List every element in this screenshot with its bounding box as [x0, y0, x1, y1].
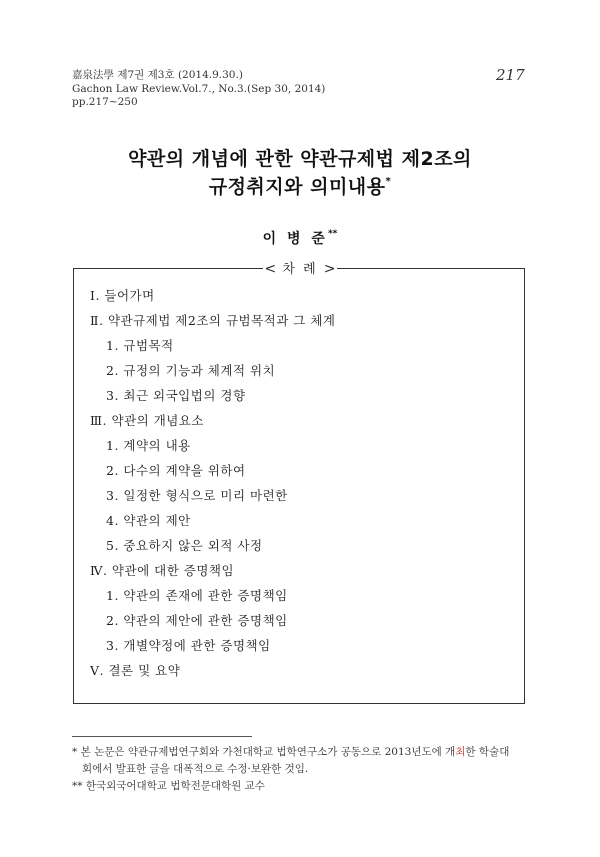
- toc-list: [90, 286, 336, 686]
- footnote-1-continuation: 회에서 발표한 글을 대폭적으로 수정·보완한 것임.: [82, 763, 309, 775]
- author: [0, 228, 600, 248]
- toc-subsection-item: 3. 개별약정에 관한 증명책임: [106, 638, 271, 653]
- toc-subsection-item: 4. 약관의 제안: [106, 513, 191, 528]
- journal-title-korean: 嘉泉法學 제7권 제3호 (2014.9.30.): [72, 69, 243, 81]
- footnote-1-text-end: 한 학술대: [465, 746, 510, 758]
- page-number: 217: [496, 66, 525, 84]
- toc-subsection-item: 2. 규정의 기능과 체계적 위치: [106, 363, 276, 378]
- title-footnote-marker: *: [385, 175, 392, 187]
- footnotes: [72, 744, 542, 795]
- toc-section-item: Ⅳ. 약관에 대한 증명책임: [90, 563, 235, 578]
- footnote-1-marker: *: [72, 746, 78, 758]
- journal-header: [72, 69, 325, 110]
- toc-section-item: Ⅱ. 약관규제법 제2조의 규범목적과 그 체계: [90, 313, 336, 328]
- footnote-1-text: 본 논문은 약관규제법연구회와 가천대학교 법학연구소가 공동으로 2013년도에 개: [80, 746, 456, 758]
- paper-title-line-2: [0, 172, 600, 199]
- toc-subsection-item: 5. 중요하지 않은 외적 사정: [106, 538, 263, 553]
- page-range: pp.217~250: [72, 96, 138, 108]
- toc-subsection-item: 2. 다수의 계약을 위하여: [106, 463, 246, 478]
- toc-left-bracket-icon: <: [264, 261, 277, 277]
- toc-subsection-item: 3. 일정한 형식으로 미리 마련한: [106, 488, 288, 503]
- footnote-1-highlight: 최: [455, 746, 466, 758]
- paper-title-line-1: 약관의 개념에 관한 약관규제법 제2조의: [128, 148, 472, 170]
- paper-title-line-2-text: 규정취지와 의미내용: [208, 176, 386, 198]
- toc-section-item: Ⅰ. 들어가며: [90, 288, 155, 303]
- toc-subsection-item: 1. 계약의 내용: [106, 438, 191, 453]
- footnote-2-marker: **: [72, 780, 83, 792]
- toc-section-item: Ⅴ. 결론 및 요약: [90, 663, 181, 678]
- toc-heading: [263, 259, 337, 279]
- author-name: 이 병 준: [262, 231, 328, 247]
- footnote-1: [72, 744, 542, 761]
- toc-heading-label: 차 례: [282, 262, 318, 277]
- toc-subsection-item: 3. 최근 외국입법의 경향: [106, 388, 246, 403]
- toc-subsection-item: 2. 약관의 제안에 관한 증명책임: [106, 613, 288, 628]
- toc-right-bracket-icon: >: [323, 261, 336, 277]
- toc-subsection-item: 1. 약관의 존재에 관한 증명책임: [106, 588, 288, 603]
- footnote-divider: [72, 736, 252, 737]
- journal-title-english: Gachon Law Review.Vol.7., No.3.(Sep 30, 2014): [72, 82, 326, 95]
- footnote-2-text: 한국외국어대학교 법학전문대학원 교수: [85, 780, 265, 792]
- toc-section-item: Ⅲ. 약관의 개념요소: [90, 413, 204, 428]
- footnote-2: [72, 778, 542, 795]
- author-footnote-marker: **: [327, 229, 338, 240]
- toc-subsection-item: 1. 규범목적: [106, 338, 174, 353]
